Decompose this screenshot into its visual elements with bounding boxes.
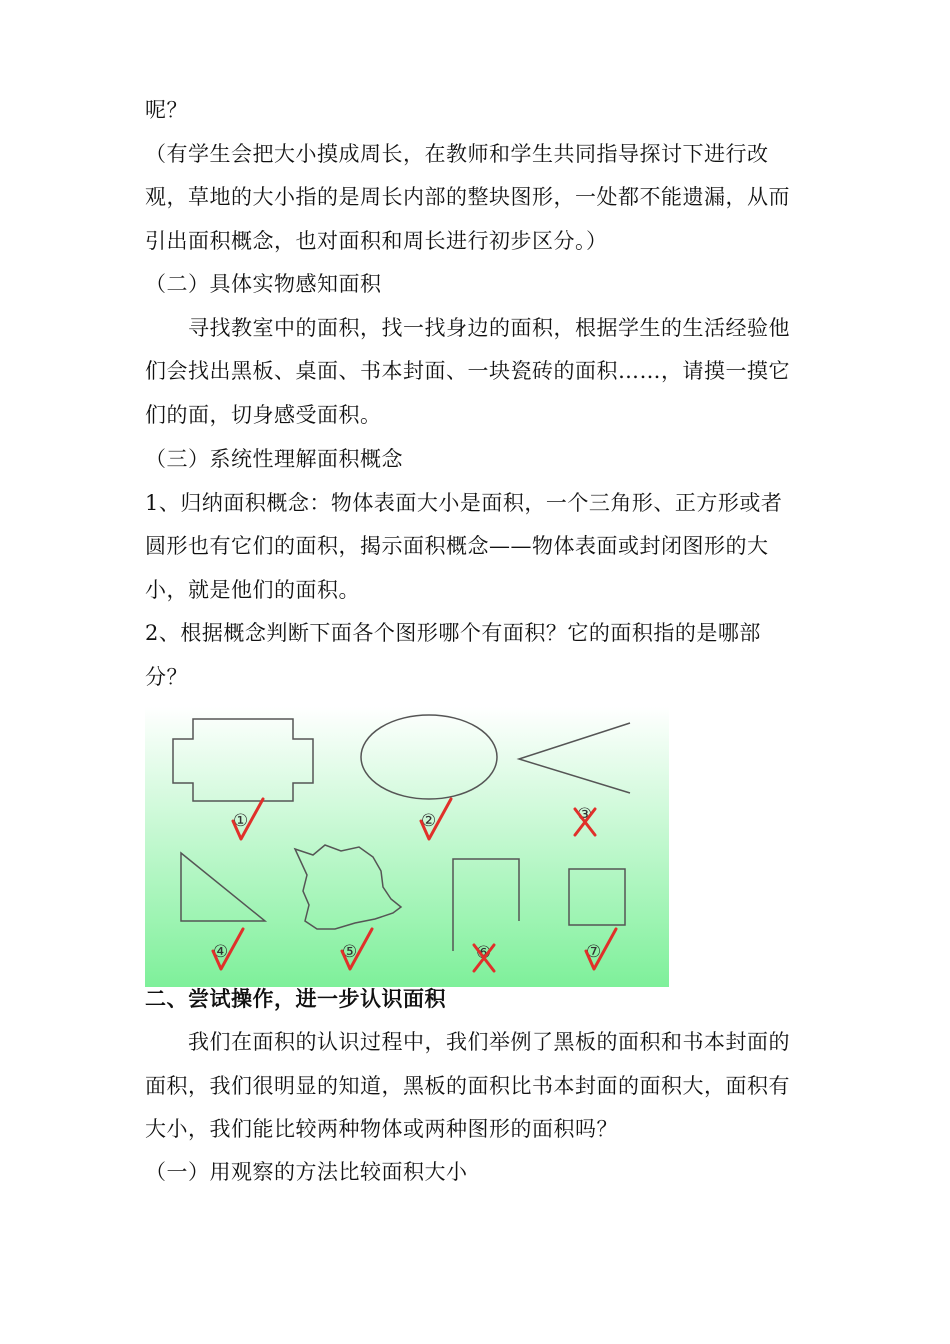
paragraph-line: 2、根据概念判断下面各个图形哪个有面积？它的面积指的是哪部 bbox=[145, 621, 761, 645]
paragraph-line: 引出面积概念，也对面积和周长进行初步区分。） bbox=[145, 229, 608, 253]
paragraph-line: 1、归纳面积概念：物体表面大小是面积，一个三角形、正方形或者 bbox=[145, 491, 783, 515]
shape-number: ④ bbox=[213, 942, 229, 962]
paragraph-line: 们的面，切身感受面积。 bbox=[145, 403, 382, 427]
shape-number: ⑦ bbox=[586, 942, 602, 962]
paragraph-line: 大小，我们能比较两种物体或两种图形的面积吗？ bbox=[145, 1117, 618, 1141]
shapes-figure bbox=[145, 707, 669, 987]
paragraph-line: 们会找出黑板、桌面、书本封面、一块瓷砖的面积……，请摸一摸它 bbox=[145, 359, 790, 383]
paragraph-line: （有学生会把大小摸成周长，在教师和学生共同指导探讨下进行改 bbox=[145, 142, 769, 166]
paragraph-line: 小，就是他们的面积。 bbox=[145, 578, 360, 602]
paragraph-line: 我们在面积的认识过程中，我们举例了黑板的面积和书本封面的 bbox=[145, 1030, 790, 1054]
paragraph-line: 呢？ bbox=[145, 98, 188, 122]
shape-number: ⑥ bbox=[476, 943, 492, 963]
section-subheading: （一）用观察的方法比较面积大小 bbox=[145, 1160, 468, 1184]
section-subheading: （三）系统性理解面积概念 bbox=[145, 447, 403, 471]
shape-number: ③ bbox=[577, 805, 593, 825]
paragraph-line: 观，草地的大小指的是周长内部的整块图形，一处都不能遗漏，从而 bbox=[145, 185, 790, 209]
section-subheading: （二）具体实物感知面积 bbox=[145, 272, 382, 296]
paragraph-line: 寻找教室中的面积，找一找身边的面积，根据学生的生活经验他 bbox=[145, 316, 790, 340]
paragraph-line: 圆形也有它们的面积，揭示面积概念——物体表面或封闭图形的大 bbox=[145, 534, 769, 558]
section-heading: 二、尝试操作，进一步认识面积 bbox=[145, 986, 446, 1011]
shape-number: ① bbox=[233, 811, 249, 831]
shape-number: ⑤ bbox=[342, 942, 358, 962]
paragraph-line: 分？ bbox=[145, 665, 188, 689]
shape-number: ② bbox=[421, 811, 437, 831]
paragraph-line: 面积，我们很明显的知道，黑板的面积比书本封面的面积大，面积有 bbox=[145, 1074, 790, 1098]
